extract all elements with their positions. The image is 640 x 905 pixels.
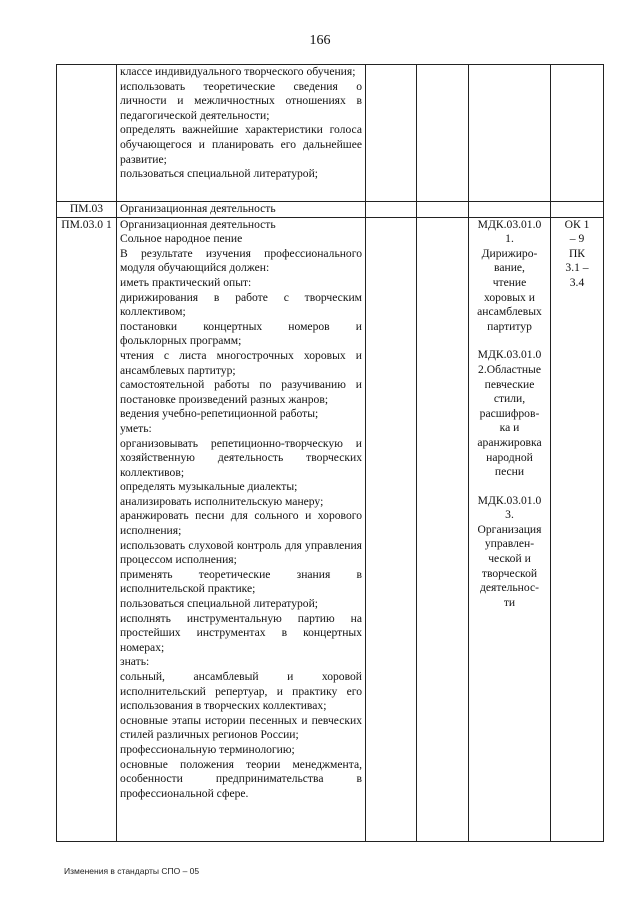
mdk-item: МДК.03.01.0 1. Дирижиро- вание, чтение хоровых и ансамблевых партитур [477,217,542,333]
hours-cell [366,202,417,218]
text-line: организовывать репетиционно-творческую и хозяйственную деятельность творческих коллективов; [120,436,362,479]
competency-list: ОК 1 – 9 ПК 3.1 – 3.4 [564,217,590,289]
text-line: Организационная деятельность [120,217,276,231]
text-line: основные этапы истории песенных и певческих стилей различных регионов России; [120,713,362,742]
text-line: В результате изучения профессионального модуля обучающийся должен: [120,246,362,275]
text-line: определять музыкальные диалекты; [120,480,298,494]
text-line: самостоятельной работы по разучиванию и постановке произведений разных жанров; [120,378,362,406]
code-cell [57,65,117,202]
competency-table [56,64,604,842]
module-code: ПМ.03 [57,202,117,218]
requirements-cell [117,217,366,841]
text-line: аранжировать песни для сольного и хорового исполнения; [120,509,362,538]
mdk-item: МДК.03.01.0 3. Организация управлен- ческой и творческой деятельнос- ти [477,493,542,609]
text-line: чтения с листа многострочных хоровых и ансамблевых партитур; [120,348,362,377]
text-line: знать: [120,655,150,669]
text-line: дирижирования в работе с творческим коллективом; [120,290,362,319]
text-line: Сольное народное пение [120,232,243,246]
text-line: пользоваться специальной литературой; [120,597,319,611]
submodule-code: ПМ.03.0 1 [57,217,117,841]
mdk-cell [469,65,551,202]
hours-cell [417,65,469,202]
hours-cell [417,217,469,841]
text-line: классе индивидуального творческого обучения; [120,65,356,78]
text-line: основные положения теории менеджмента, особенности предпринимательства в профессиональной сфере. [120,757,362,800]
competency-cell [551,217,604,841]
skills-cell [117,65,366,202]
text-line: постановки концертных номеров и фольклорных программ; [120,319,362,348]
text-line: применять теоретические знания в исполнительской практике; [120,567,362,596]
text-line: использовать теоретические сведения о личности и межличностных отношениях в педагогической деятельности; [120,79,362,122]
table-row [57,202,604,218]
text-line: ведения учебно-репетиционной работы; [120,407,319,421]
text-line: сольный, ансамблевый и хоровой исполнительский репертуар, и практику его использования в творческих коллективах; [120,670,362,713]
text-line: иметь практический опыт: [120,275,252,289]
text-line: анализировать исполнительскую манеру; [120,494,324,508]
table-row [57,65,604,202]
text-line: пользоваться специальной литературой; [120,167,319,181]
hours-cell [366,217,417,841]
hours-cell [366,65,417,202]
mdk-cell [469,202,551,218]
text-line: профессиональную терминологию; [120,742,295,756]
text-line: исполнять инструментальную партию на простейших инструментах в концертных номерах; [120,611,362,654]
text-line: уметь: [120,421,152,435]
page-number: 166 [309,33,331,48]
mdk-cell [469,217,551,841]
hours-cell [417,202,469,218]
text-line: определять важнейшие характеристики голоса обучающегося и планировать его дальнейшее развитие; [120,123,362,166]
competency-cell [551,65,604,202]
table-row [57,217,604,841]
competency-cell [551,202,604,218]
mdk-item: МДК.03.01.0 2.Областные певческие стили, расшифров- ка и аранжировка народной песни [477,348,542,479]
module-title: Организационная деятельность [117,202,366,218]
footer-note: Изменения в стандарты СПО – 05 [64,866,200,876]
text-line: использовать слуховой контроль для управления процессом исполнения; [120,538,362,567]
